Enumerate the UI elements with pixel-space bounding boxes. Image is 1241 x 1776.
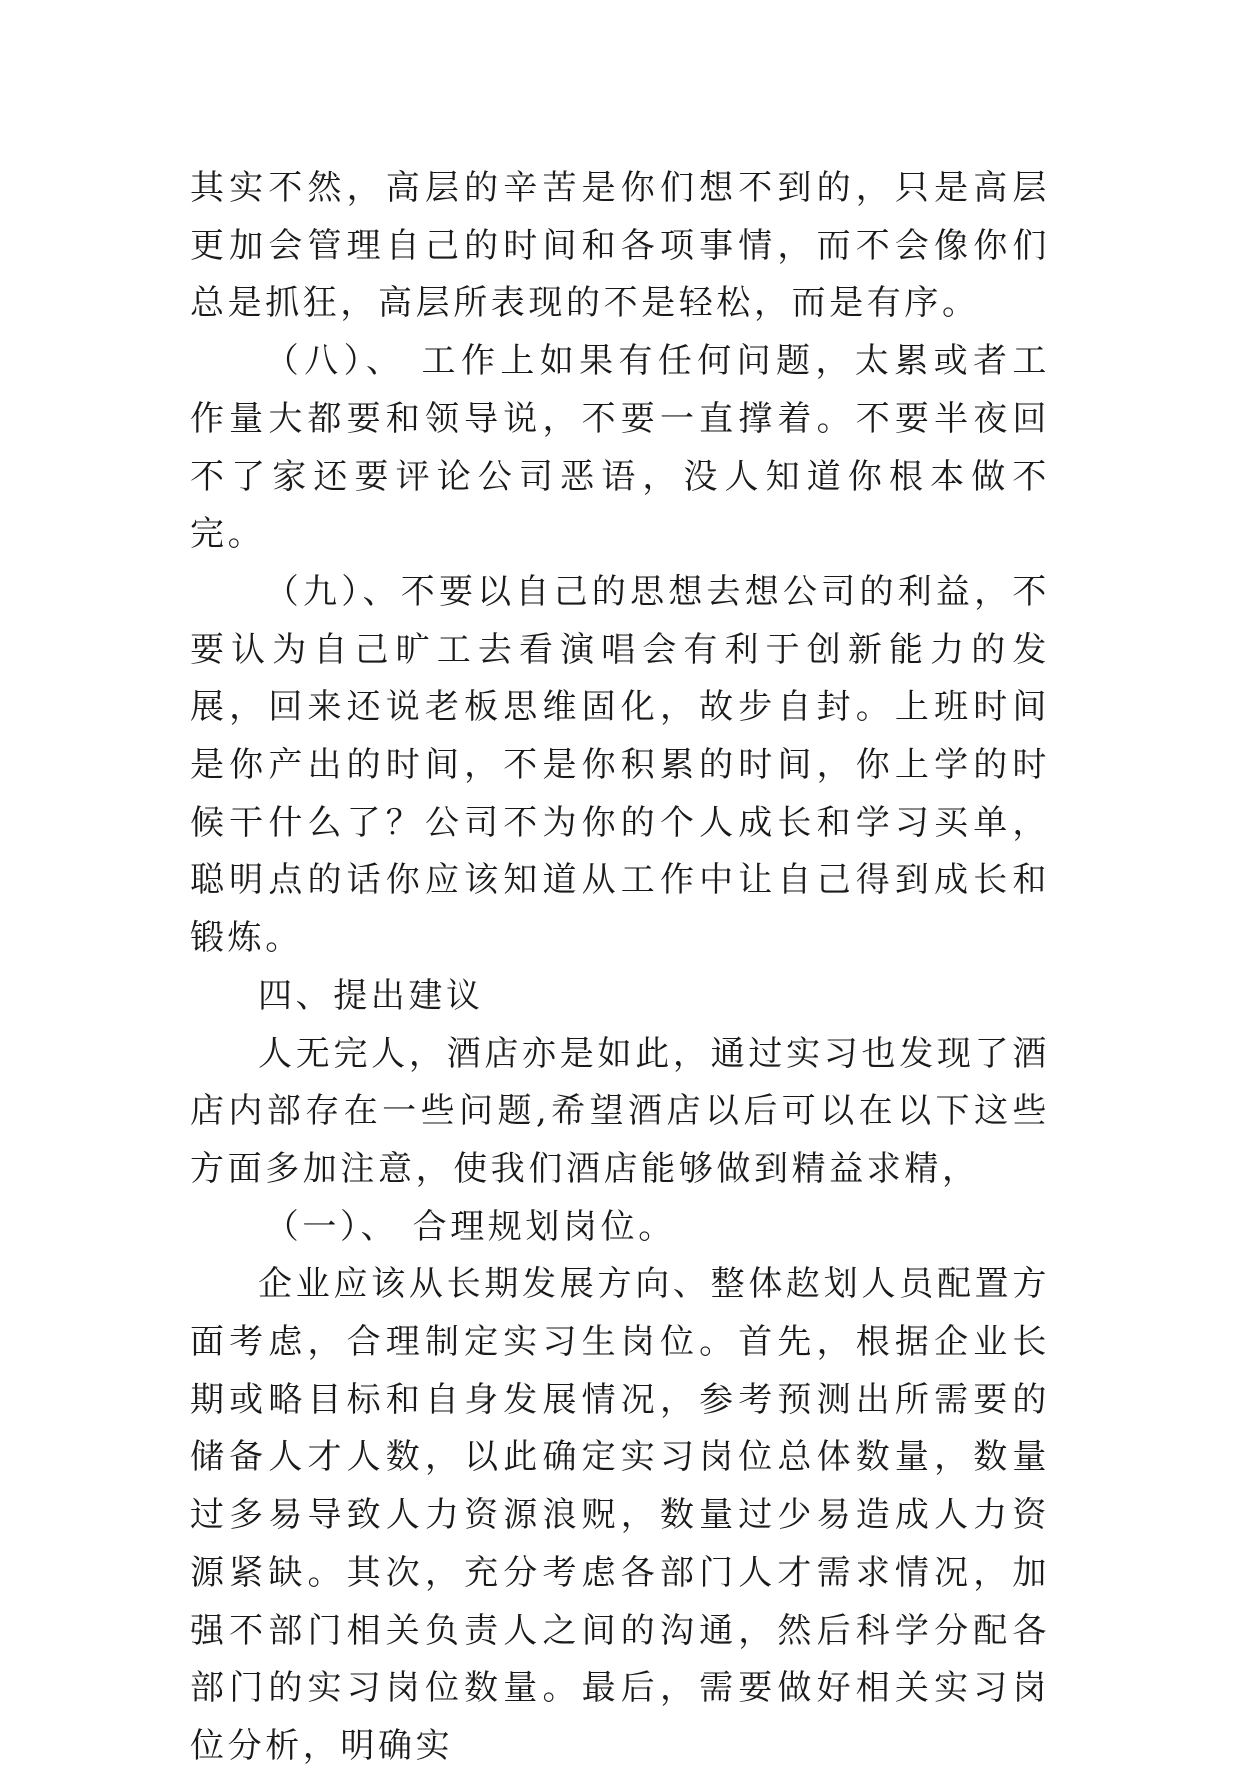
document-body [190, 160, 1050, 1776]
paragraph-plan-positions: 企业应该从长期发展方向、整体赼划人员配置方面考虑，合理制定实习生岗位。首先，根据企业长期或略目标和自身发展情况，参考预测出所需要的储备人才人数，以此确定实习岗位总体数量，数量过多易导致人力资源浪贶，数量过少易造成人力资源紧缺。其次，充分考虑各部门人才需求情况，加强不部门相关负责人之间的沟通，然后科学分配各部门的实习岗位数量。最后，需要做好相关实习岗位分析，明确实 [190, 1264, 1050, 1766]
section-heading-suggestions: 四、提出建议 [258, 975, 484, 1016]
paragraph-intro-suggestions: 人无完人，酒店亦是如此，通过实习也发现了酒店内部存在一些问题,希望酒店以后可以在以下这些方面多加注意，使我们酒店能够做到精益求精， [190, 1033, 1050, 1189]
paragraph-item-eight: （八）、 工作上如果有任何问题，太累或者工作量大都要和领导说，不要一直撑着。不要半夜回不了家还要评论公司恶语，没人知道你根本做不完。 [190, 341, 1050, 555]
subheading-plan-positions: （一）、 合理规划岗位。 [264, 1206, 676, 1247]
paragraph-continuation: 其实不然，高层的辛苦是你们想不到的，只是高层更加会管理自己的时间和各项事情，而不会像你们总是抓狂，高层所表现的不是轻松，而是有序。 [190, 168, 1050, 324]
paragraph-item-nine: （九）、不要以自己的思想去想公司的利益，不要认为自己旷工去看演唱会有利于创新能力的发展，回来还说老板思维固化，故步自封。上班时间是你产出的时间，不是你积累的时间，你上学的时候干什么了？公司不为你的个人成长和学习买单，聪明点的话你应该知道从工作中让自己得到成长和锻炼。 [190, 571, 1050, 959]
